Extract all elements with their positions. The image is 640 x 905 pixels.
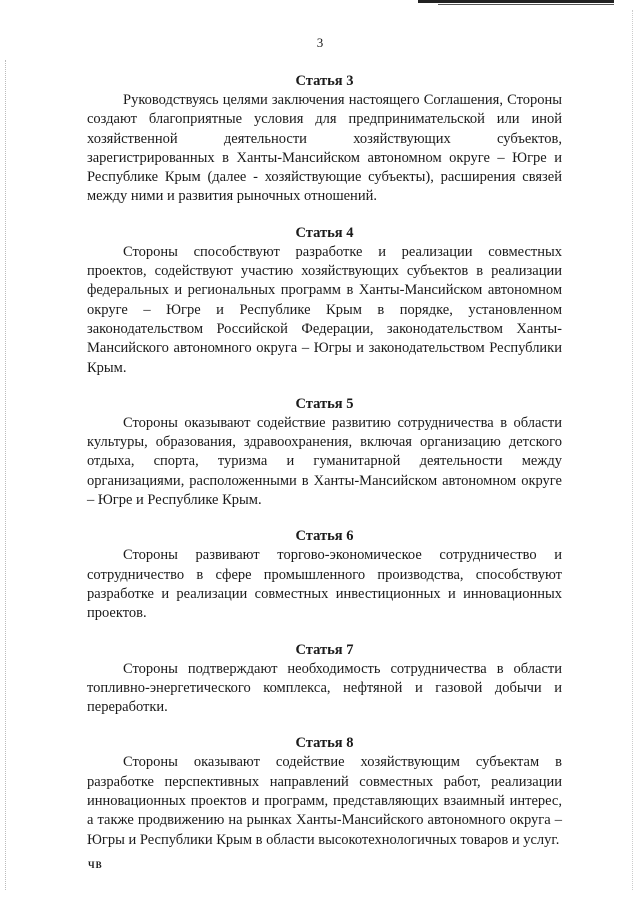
article-text: Руководствуясь целями заключения настоящего Соглашения, Стороны создают благоприятные условия для предпринимательской или иной хозяйственной деятельности хозяйствующих субъектов, зарегистрированных в Ханты-Мансийском автономном округе – Югре и Республике Крым (далее - хозяйствующие субъекты), расширения связей между ними и развития рыночных отношений.: [87, 92, 562, 205]
article-title: Статья 4: [295, 224, 354, 241]
article-text: Стороны развивают торгово-экономическое сотрудничество и сотрудничество в сфере промышленного производства, способствуют разработке и реализации совместных инвестиционных и инновационных проектов.: [87, 547, 562, 622]
scan-edge-right: [632, 10, 634, 890]
scan-edge-left: [5, 60, 7, 890]
article-3: [87, 72, 562, 207]
footer-initials-mark: ЧВ: [88, 860, 103, 870]
top-rule-line-thin: [438, 4, 614, 5]
article-text: Стороны подтверждают необходимость сотрудничества в области топливно-энергетического комплекса, нефтяной и газовой добычи и переработки.: [87, 660, 562, 716]
page-number: 3: [316, 35, 324, 50]
article-4: [87, 224, 562, 378]
top-rule-line: [418, 0, 614, 3]
article-title: Статья 6: [295, 528, 354, 545]
article-text: Стороны способствуют разработке и реализации совместных проектов, содействуют участию хозяйствующих субъектов в реализации федеральных и региональных программ в Ханты-Мансийском автономном округе – Югре и Республике Крым в порядке, установленном законодательством Российской Федерации, законодательством Ханты-Мансийского автономного округа – Югры и законодательством Республики Крым.: [87, 243, 562, 376]
article-text: Стороны оказывают содействие развитию сотрудничества в области культуры, образования, здравоохранения, включая организацию детского отдыха, спорта, туризма и гуманитарной деятельности между организациями, расположенными в Ханты-Мансийском автономном округе – Югре и Республике Крым.: [87, 414, 562, 509]
article-text: Стороны оказывают содействие хозяйствующим субъектам в разработке перспективных направлений совместных работ, реализации инновационных проектов и программ, представляющих взаимный интерес, а также продвижению на рынках Ханты-Мансийского автономного округа – Югры и Республики Крым в области высокотехнологичных товаров и услуг.: [87, 754, 562, 848]
article-8: [87, 734, 562, 849]
article-title: Статья 5: [295, 395, 354, 412]
article-title: Статья 7: [295, 641, 354, 658]
article-title: Статья 8: [295, 735, 354, 752]
article-7: [87, 641, 562, 718]
article-title: Статья 3: [295, 73, 354, 89]
document-body: [87, 72, 562, 867]
article-5: [87, 395, 562, 510]
article-6: [87, 527, 562, 623]
